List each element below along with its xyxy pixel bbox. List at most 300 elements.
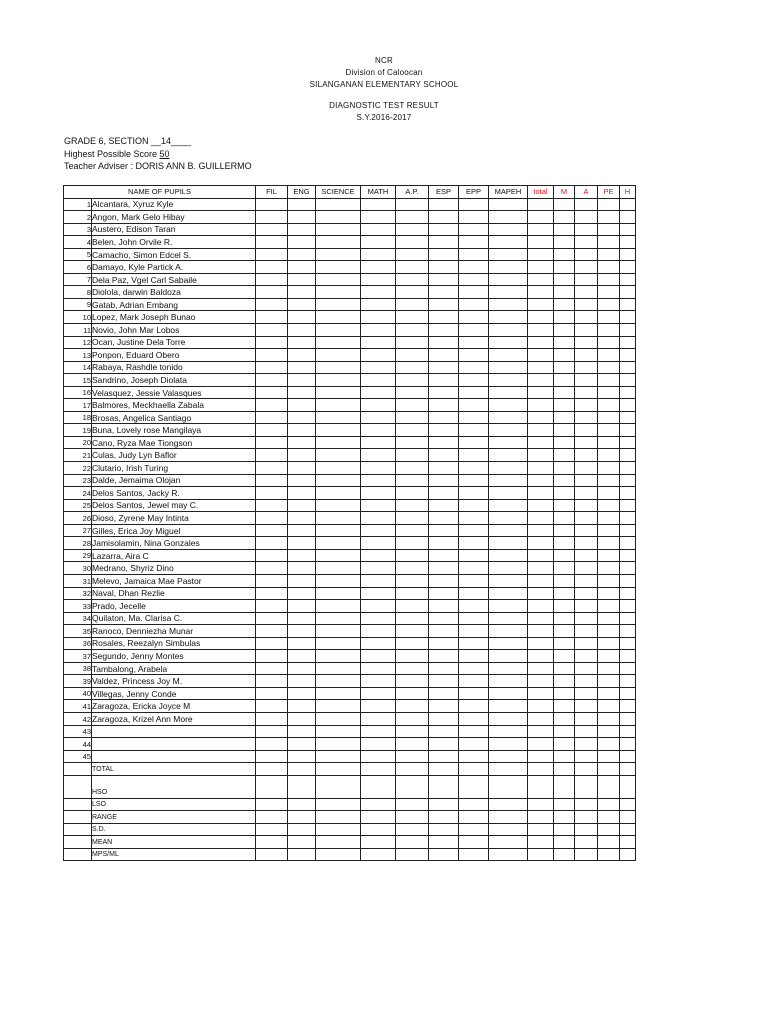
score-cell [316,512,361,525]
score-cell [620,562,636,575]
score-cell [256,311,288,324]
summary-cell [361,836,396,849]
score-cell [528,662,554,675]
score-cell [575,474,598,487]
score-cell [459,512,489,525]
score-cell [528,336,554,349]
grade-label: GRADE 6, SECTION [64,136,152,146]
summary-cell [459,811,489,824]
score-cell [554,424,575,437]
adviser-label: Teacher Adviser : [64,161,136,171]
row-number: 38 [64,662,92,675]
score-cell [528,712,554,725]
score-cell [256,474,288,487]
score-cell [528,248,554,261]
score-cell [554,524,575,537]
score-cell [528,424,554,437]
score-cell [528,374,554,387]
score-cell [429,687,459,700]
pupil-row [64,273,636,286]
score-cell [554,662,575,675]
score-cell [459,336,489,349]
score-cell [316,349,361,362]
summary-cell [554,823,575,836]
score-cell [316,298,361,311]
score-cell [396,712,429,725]
score-cell [396,474,429,487]
score-cell [554,600,575,613]
pupil-row [64,336,636,349]
pupil-row [64,261,636,274]
score-cell [598,549,620,562]
score-cell [429,474,459,487]
score-cell [575,436,598,449]
score-cell [316,712,361,725]
score-cell [554,399,575,412]
score-cell [620,223,636,236]
score-cell [528,223,554,236]
pupil-row [64,750,636,763]
pupil-name: Medrano, Shyriz Dino [92,562,256,575]
pupil-name: Austero, Edison Taran [92,223,256,236]
score-cell [598,286,620,299]
row-number: 28 [64,537,92,550]
score-cell [575,687,598,700]
score-cell [620,687,636,700]
score-cell [316,399,361,412]
row-number: 13 [64,349,92,362]
row-number: 12 [64,336,92,349]
score-cell [620,286,636,299]
score-cell [554,298,575,311]
score-cell [489,738,528,751]
score-cell [528,650,554,663]
pupil-row [64,562,636,575]
score-cell [528,687,554,700]
score-cell [256,349,288,362]
score-cell [598,361,620,374]
score-cell [361,738,396,751]
summary-cell [361,798,396,811]
hps-label: Highest Possible Score [64,149,160,159]
score-cell [316,474,361,487]
score-cell [554,462,575,475]
pupil-name: Zaragoza, Ericka Joyce M [92,700,256,713]
score-cell [598,298,620,311]
row-number: 35 [64,625,92,638]
score-cell [459,700,489,713]
score-cell [316,436,361,449]
score-cell [361,574,396,587]
adviser-name: DORIS ANN B. GUILLERMO [135,161,252,171]
score-cell [489,424,528,437]
score-cell [361,487,396,500]
score-cell [575,361,598,374]
score-cell [554,386,575,399]
score-cell [396,549,429,562]
score-cell [396,725,429,738]
score-cell [288,738,316,751]
score-cell [288,650,316,663]
score-cell [528,474,554,487]
score-cell [598,650,620,663]
summary-label: MPS/ML [92,848,256,861]
score-cell [288,549,316,562]
score-cell [554,712,575,725]
row-number: 33 [64,600,92,613]
score-cell [396,499,429,512]
score-cell [575,574,598,587]
summary-cell [288,836,316,849]
row-number: 41 [64,700,92,713]
summary-row [64,798,636,811]
score-cell [288,198,316,211]
row-number: 18 [64,411,92,424]
summary-cell [489,848,528,861]
score-cell [316,211,361,224]
pupil-row [64,587,636,600]
score-cell [429,424,459,437]
score-cell [489,449,528,462]
score-cell [620,637,636,650]
score-cell [288,712,316,725]
score-cell [316,273,361,286]
pupil-name: Novio, John Mar Lobos [92,324,256,337]
pupil-row [64,738,636,751]
pupil-row [64,637,636,650]
score-cell [598,198,620,211]
score-cell [316,236,361,249]
pupil-name: Segundo, Jenny Montes [92,650,256,663]
summary-cell [429,775,459,798]
score-cell [316,612,361,625]
score-cell [396,336,429,349]
score-cell [489,512,528,525]
score-cell [620,411,636,424]
summary-label: RANGE [92,811,256,824]
score-cell [429,625,459,638]
row-number: 6 [64,261,92,274]
score-cell [361,625,396,638]
score-cell [288,386,316,399]
summary-cell [396,798,429,811]
summary-cell [554,836,575,849]
summary-cell [316,811,361,824]
summary-label: LSO [92,798,256,811]
score-cell [429,738,459,751]
summary-cell [489,836,528,849]
summary-cell [459,763,489,776]
score-cell [575,487,598,500]
score-cell [256,462,288,475]
row-number: 22 [64,462,92,475]
score-cell [429,512,459,525]
score-cell [554,650,575,663]
col-header-mapeh: MAPEH [489,186,528,199]
pupil-row [64,487,636,500]
score-cell [489,361,528,374]
score-cell [598,411,620,424]
score-cell [361,386,396,399]
score-cell [316,336,361,349]
score-cell [396,361,429,374]
score-cell [620,424,636,437]
summary-cell [528,848,554,861]
score-cell [528,449,554,462]
score-cell [489,374,528,387]
score-cell [575,537,598,550]
summary-cell [598,763,620,776]
summary-cell [396,836,429,849]
score-cell [528,236,554,249]
summary-row [64,775,636,798]
score-cell [575,750,598,763]
score-cell [288,662,316,675]
score-cell [459,211,489,224]
summary-cell [316,763,361,776]
score-cell [528,725,554,738]
summary-cell [288,848,316,861]
score-cell [489,324,528,337]
pupil-row [64,700,636,713]
score-cell [554,311,575,324]
pupil-name: Dela Paz, Vgel Carl Sabaile [92,273,256,286]
score-cell [396,311,429,324]
score-cell [256,411,288,424]
pupil-name: Lazarra, Aira C [92,549,256,562]
row-number: 26 [64,512,92,525]
score-cell [575,650,598,663]
pupil-row [64,399,636,412]
score-cell [528,600,554,613]
pupil-row [64,725,636,738]
pupil-row [64,662,636,675]
row-number: 2 [64,211,92,224]
score-cell [396,349,429,362]
score-cell [620,248,636,261]
summary-number-cell [64,798,92,811]
score-cell [575,612,598,625]
score-cell [554,738,575,751]
score-cell [316,524,361,537]
score-cell [429,273,459,286]
summary-cell [256,848,288,861]
summary-cell [575,763,598,776]
score-cell [528,298,554,311]
col-header-total: total [528,186,554,199]
score-cell [256,399,288,412]
score-cell [288,361,316,374]
score-cell [361,587,396,600]
pupil-row [64,499,636,512]
row-number: 14 [64,361,92,374]
score-cell [256,512,288,525]
score-cell [361,424,396,437]
score-cell [620,574,636,587]
score-cell [256,336,288,349]
score-cell [288,625,316,638]
score-cell [429,198,459,211]
score-cell [528,487,554,500]
pupil-name: Ocan, Justine Dela Torre [92,336,256,349]
score-cell [459,449,489,462]
pupil-name [92,725,256,738]
score-cell [256,286,288,299]
pupil-row [64,324,636,337]
pupil-name: Damayo, Kyle Partick A. [92,261,256,274]
score-cell [598,261,620,274]
pupil-row [64,349,636,362]
hps-value: 50 [159,149,170,159]
score-cell [489,637,528,650]
row-number: 20 [64,436,92,449]
score-cell [361,549,396,562]
score-cell [554,286,575,299]
score-cell [598,374,620,387]
score-cell [620,261,636,274]
summary-cell [396,848,429,861]
score-cell [620,324,636,337]
score-cell [575,261,598,274]
summary-cell [620,775,636,798]
summary-cell [598,775,620,798]
score-cell [598,662,620,675]
score-cell [396,700,429,713]
score-cell [361,512,396,525]
pupil-name: Ranoco, Denniezha Munar [92,625,256,638]
summary-cell [620,811,636,824]
score-cell [459,198,489,211]
score-cell [598,574,620,587]
score-cell [288,399,316,412]
score-cell [620,399,636,412]
summary-cell [256,836,288,849]
score-cell [554,675,575,688]
score-cell [396,687,429,700]
score-cell [396,587,429,600]
score-cell [554,211,575,224]
score-cell [459,349,489,362]
row-number: 39 [64,675,92,688]
score-cell [256,750,288,763]
score-cell [256,562,288,575]
score-cell [459,625,489,638]
score-cell [361,499,396,512]
grade-section-line [64,136,191,146]
score-cell [396,298,429,311]
score-cell [489,399,528,412]
score-cell [361,537,396,550]
score-cell [288,462,316,475]
summary-cell [459,798,489,811]
score-cell [575,462,598,475]
score-cell [620,436,636,449]
score-cell [528,399,554,412]
summary-cell [361,823,396,836]
pupil-row [64,424,636,437]
score-cell [620,449,636,462]
pupil-name: Cano, Ryza Mae Tiongson [92,436,256,449]
score-cell [575,374,598,387]
pupil-name: Delos Santos, Jewel may C. [92,499,256,512]
score-cell [396,198,429,211]
header-row [64,186,636,199]
score-cell [554,273,575,286]
score-cell [528,700,554,713]
score-cell [316,311,361,324]
row-number: 45 [64,750,92,763]
score-cell [489,524,528,537]
score-cell [528,524,554,537]
score-cell [429,562,459,575]
pupil-name: Ponpon, Eduard Obero [92,349,256,362]
pupil-name: Belen, John Orvile R. [92,236,256,249]
score-cell [554,612,575,625]
score-cell [620,524,636,537]
score-cell [256,600,288,613]
summary-cell [489,798,528,811]
summary-cell [361,811,396,824]
pupil-name: Rabaya, Rashdle tonido [92,361,256,374]
score-cell [429,712,459,725]
score-cell [554,198,575,211]
score-cell [396,675,429,688]
score-cell [316,374,361,387]
col-header-a: A [575,186,598,199]
score-cell [528,637,554,650]
score-cell [288,248,316,261]
score-cell [396,386,429,399]
score-cell [288,474,316,487]
score-cell [396,324,429,337]
score-cell [361,662,396,675]
score-cell [598,600,620,613]
score-cell [256,499,288,512]
score-cell [361,324,396,337]
score-cell [489,273,528,286]
summary-cell [256,823,288,836]
score-cell [575,712,598,725]
score-cell [361,600,396,613]
score-cell [598,687,620,700]
pupil-row [64,712,636,725]
score-cell [361,399,396,412]
score-cell [361,336,396,349]
score-cell [528,349,554,362]
score-cell [361,687,396,700]
score-cell [316,411,361,424]
score-cell [575,336,598,349]
score-cell [396,449,429,462]
summary-cell [459,823,489,836]
score-cell [575,449,598,462]
summary-cell [575,798,598,811]
score-cell [429,487,459,500]
score-cell [256,424,288,437]
row-number: 44 [64,738,92,751]
score-cell [598,462,620,475]
col-header-m: M [554,186,575,199]
score-cell [575,562,598,575]
score-cell [620,298,636,311]
score-cell [620,349,636,362]
score-cell [620,336,636,349]
pupil-row [64,537,636,550]
score-cell [396,248,429,261]
score-cell [429,336,459,349]
score-cell [489,336,528,349]
pupil-name: Diolola, darwin Baldoza [92,286,256,299]
